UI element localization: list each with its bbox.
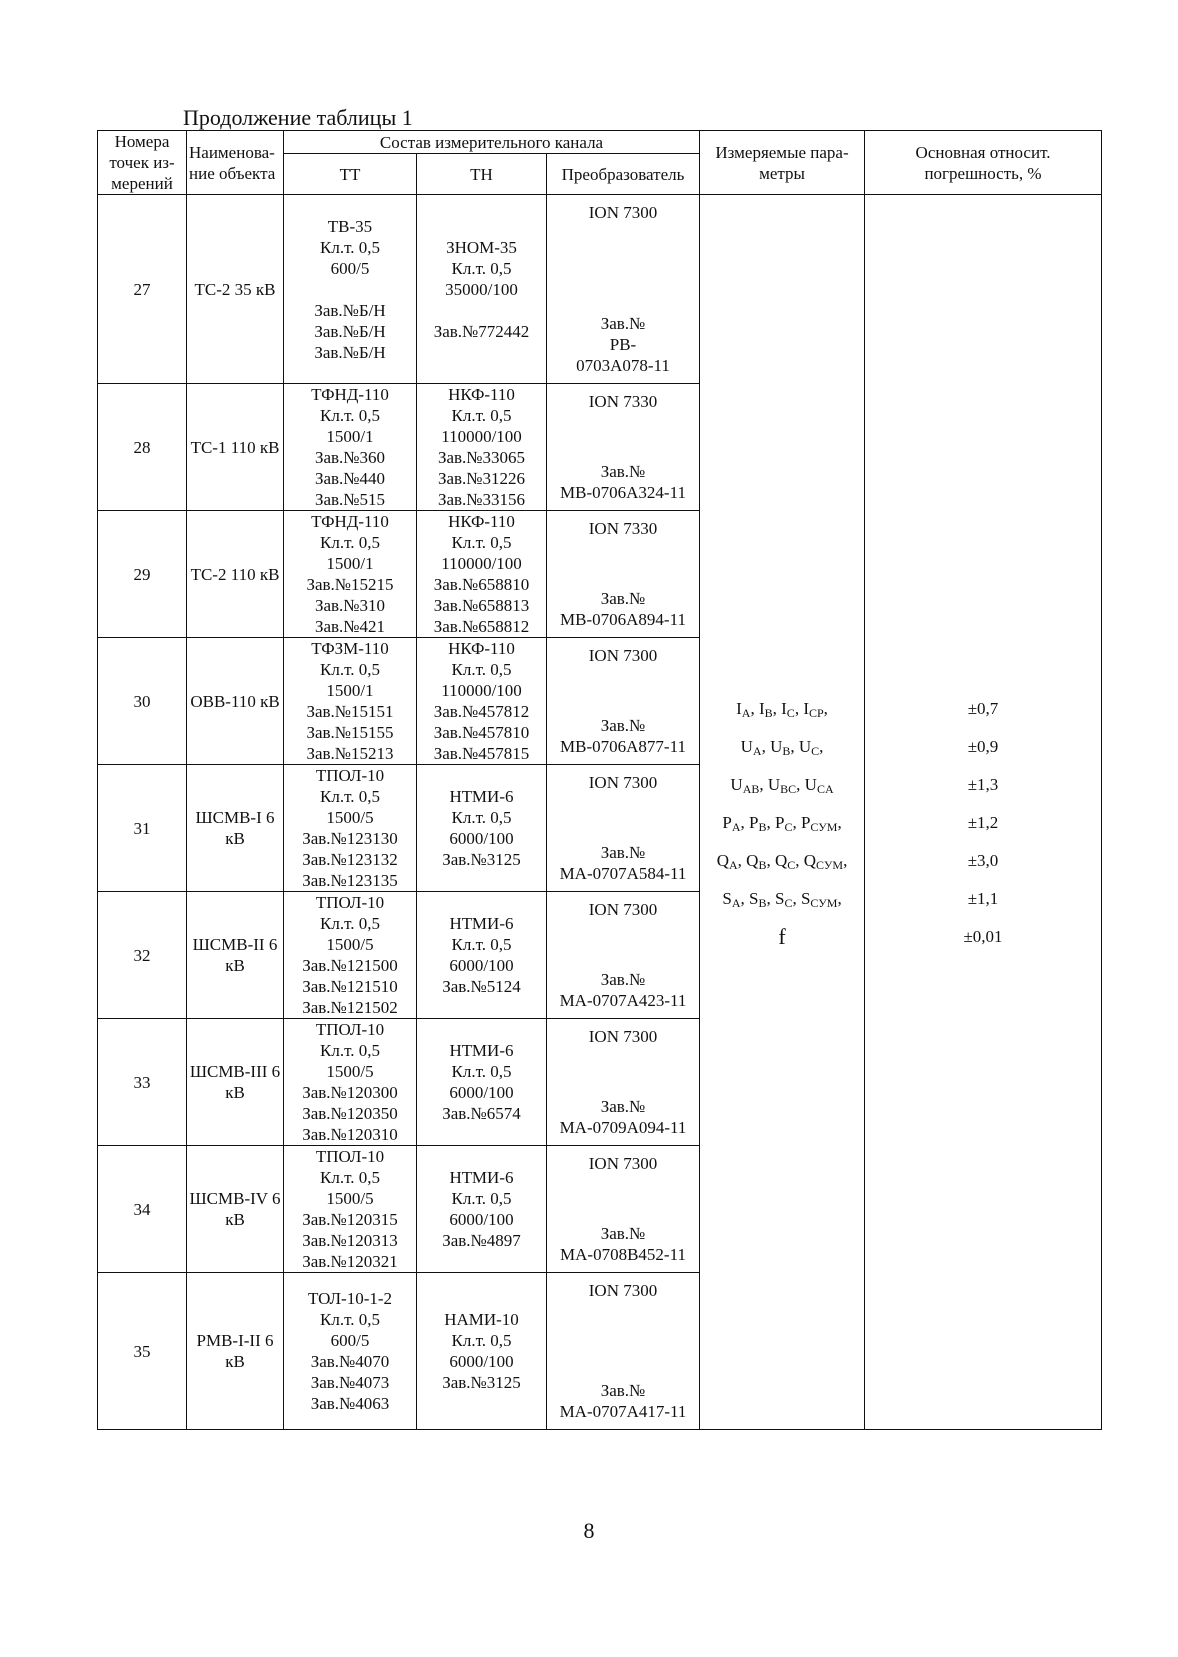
converter-cell (547, 1273, 700, 1430)
tn-cell-line: Кл.т. 0,5 (451, 1189, 512, 1208)
page-number: 8 (583, 1518, 595, 1543)
error-value: ±3,0 (967, 851, 999, 870)
tn-cell-line: Кл.т. 0,5 (451, 258, 512, 278)
table-caption: Продолжение таблицы 1 (183, 105, 413, 130)
converter-serial: Зав.№ (600, 462, 646, 481)
converter-serial: РВ- (609, 335, 637, 354)
param-line: $S_A$, $S_B$, $S_C$, $S_{СУМ}$, (722, 889, 842, 910)
tn-cell-line: Кл.т. 0,5 (451, 406, 512, 425)
tn-cell-line: Зав.№772442 (433, 321, 530, 341)
tn-cell (417, 765, 547, 892)
converter-serial: Зав.№ (600, 589, 646, 608)
tt-cell-line: Кл.т. 0,5 (320, 1041, 380, 1060)
tn-cell-line: НКФ-110 (448, 512, 515, 531)
tt-cell-line: 1500/5 (326, 935, 374, 954)
param-line: $I_A$, $I_B$, $I_C$, $I_{CP}$, (736, 699, 828, 720)
converter-cell (547, 195, 700, 384)
tn-cell-line: 110000/100 (441, 681, 522, 700)
header-tt: ТТ (284, 154, 417, 195)
table-row (98, 195, 1102, 384)
header-conv: Преобразователь (547, 154, 700, 195)
tn-cell-line: НКФ-110 (448, 639, 515, 658)
point-number: 29 (98, 511, 187, 638)
tt-cell-line: 1500/5 (326, 1189, 374, 1208)
tt-cell-line: Кл.т. 0,5 (320, 1168, 380, 1187)
tt-cell-line: Кл.т. 0,5 (320, 914, 380, 933)
tn-cell-line: 6000/100 (449, 829, 514, 848)
converter-serial: Зав.№ (600, 1224, 646, 1243)
tn-cell-line: Зав.№457815 (433, 744, 530, 763)
point-number: 28 (98, 384, 187, 511)
converter-cell (547, 638, 700, 765)
converter-cell (547, 765, 700, 892)
tt-cell-line: Кл.т. 0,5 (320, 1310, 380, 1329)
measurement-table (97, 130, 1102, 1430)
tt-cell-line: Зав.№Б/Н (314, 300, 386, 320)
tn-cell-line: Зав.№457812 (433, 702, 530, 721)
tt-cell-line: Зав.№515 (314, 490, 386, 509)
tt-cell-line: ТПОЛ-10 (315, 893, 385, 912)
converter-cell (547, 1019, 700, 1146)
object-name: ШСМВ-I 6 кВ (187, 765, 284, 892)
tn-cell (417, 384, 547, 511)
tn-cell (417, 1019, 547, 1146)
tn-cell-line: Зав.№3125 (442, 1373, 521, 1392)
tt-cell-line: Кл.т. 0,5 (320, 406, 380, 425)
tn-cell-line: Зав.№658813 (433, 596, 530, 615)
tn-cell-line: 6000/100 (449, 1083, 514, 1102)
tt-cell-line: Зав.№123130 (302, 829, 398, 848)
point-number: 30 (98, 638, 187, 765)
header-error: Основная относит. погрешность, % (865, 131, 1102, 195)
tt-cell-line: Зав.№120321 (302, 1252, 398, 1271)
tn-cell-line: 110000/100 (441, 427, 522, 446)
tt-cell-line: Зав.№121500 (302, 956, 398, 975)
tn-cell (417, 511, 547, 638)
object-name: ОВВ-110 кВ (187, 638, 284, 765)
tt-cell-line: ТПОЛ-10 (315, 1020, 385, 1039)
tn-cell (417, 892, 547, 1019)
converter-model: ION 7300 (588, 646, 658, 665)
tt-cell-line: Зав.№4070 (310, 1352, 390, 1371)
tt-cell-line: Зав.№120310 (302, 1125, 398, 1144)
tt-cell-line: 1500/5 (326, 808, 374, 827)
error-value: ±0,01 (963, 927, 1003, 946)
tt-cell-line: ТФЗМ-110 (311, 639, 389, 658)
converter-model: ION 7330 (588, 519, 658, 538)
tt-cell-line: 1500/1 (326, 427, 374, 446)
error-value: ±0,7 (967, 699, 999, 718)
tt-cell-line: Зав.№440 (314, 469, 386, 488)
object-name: ТС-1 110 кВ (187, 384, 284, 511)
tt-cell (284, 1019, 417, 1146)
converter-serial: Зав.№ (600, 1381, 646, 1400)
tn-cell-line: Зав.№658812 (433, 617, 530, 636)
tn-cell (417, 1146, 547, 1273)
tt-cell-line: 1500/5 (326, 1062, 374, 1081)
tt-cell-line: ТВ-35 (327, 216, 373, 236)
tn-cell-line: Зав.№31226 (437, 469, 526, 488)
tt-cell-line: Кл.т. 0,5 (320, 787, 380, 806)
param-line: $U_{AB}$, $U_{BC}$, $U_{CA}$ (730, 775, 834, 796)
tn-cell-line: Зав.№658810 (433, 575, 530, 594)
tt-cell-line: Кл.т. 0,5 (320, 237, 380, 257)
point-number: 35 (98, 1273, 187, 1430)
converter-serial: Зав.№ (600, 716, 646, 735)
tt-cell-line (284, 279, 416, 300)
object-name: ШСМВ-IV 6 кВ (187, 1146, 284, 1273)
params-cell (700, 195, 865, 1430)
converter-serial: МВ-0706А877-11 (560, 737, 686, 756)
converter-serial: МА-0707А417-11 (559, 1402, 687, 1421)
param-line: $Q_A$, $Q_B$, $Q_C$, $Q_{СУМ}$, (716, 851, 848, 872)
tn-cell-line: Зав.№457810 (433, 723, 530, 742)
point-number: 31 (98, 765, 187, 892)
tn-cell-line: НКФ-110 (448, 385, 515, 404)
header-tn: ТН (417, 154, 547, 195)
error-cell (865, 195, 1102, 1430)
tn-cell-line: 35000/100 (445, 279, 518, 299)
tt-cell (284, 765, 417, 892)
header-object: Наименова-ние объекта (187, 131, 284, 195)
tt-cell (284, 195, 417, 384)
object-name: РМВ-I-II 6 кВ (187, 1273, 284, 1430)
converter-serial: МА-0707А584-11 (559, 864, 687, 883)
tn-cell-line: Зав.№6574 (442, 1104, 521, 1123)
converter-serial: МВ-0706А894-11 (560, 610, 686, 629)
tn-cell-line: 6000/100 (449, 956, 514, 975)
point-number: 34 (98, 1146, 187, 1273)
converter-model: ION 7300 (588, 900, 658, 919)
converter-serial: Зав.№ (600, 843, 646, 862)
error-value: ±1,1 (967, 889, 999, 908)
error-value: ±0,9 (967, 737, 999, 756)
tn-cell (417, 195, 547, 384)
tt-cell-line: 600/5 (330, 258, 370, 278)
tt-cell-line: Зав.№123132 (302, 850, 398, 869)
tn-cell-line: Зав.№5124 (442, 977, 521, 996)
converter-serial: Зав.№ (600, 970, 646, 989)
tn-cell-line: Зав.№33065 (437, 448, 526, 467)
tt-cell-line: ТФНД-110 (311, 512, 389, 531)
point-number: 27 (98, 195, 187, 384)
tn-cell (417, 638, 547, 765)
tt-cell-line: Зав.№121510 (302, 977, 398, 996)
tn-cell-line: Зав.№4897 (442, 1231, 521, 1250)
converter-serial: Зав.№ (600, 1097, 646, 1116)
tn-cell-line: 6000/100 (449, 1352, 514, 1371)
tt-cell-line: Зав.№15213 (306, 744, 394, 763)
tn-cell-line: Кл.т. 0,5 (451, 533, 512, 552)
object-name: ТС-2 110 кВ (187, 511, 284, 638)
tn-cell-line: Зав.№33156 (437, 490, 526, 509)
converter-model: ION 7300 (588, 203, 658, 222)
tt-cell (284, 892, 417, 1019)
tn-cell-line: НАМИ-10 (444, 1310, 519, 1329)
param-line: f (778, 924, 786, 949)
converter-model: ION 7300 (588, 1281, 658, 1300)
tt-cell-line: Зав.№120350 (302, 1104, 398, 1123)
tt-cell (284, 384, 417, 511)
tt-cell-line: Зав.№4073 (310, 1373, 390, 1392)
tt-cell-line: Зав.№120315 (302, 1210, 398, 1229)
tn-cell-line: ЗНОМ-35 (446, 237, 517, 257)
converter-cell (547, 1146, 700, 1273)
converter-model: ION 7300 (588, 773, 658, 792)
tt-cell-line: Зав.№15215 (306, 575, 394, 594)
tt-cell-line: Кл.т. 0,5 (320, 660, 380, 679)
tt-cell-line: Зав.№120300 (302, 1083, 398, 1102)
tt-cell-line: Зав.№15151 (306, 702, 394, 721)
tt-cell-line: Зав.№360 (314, 448, 386, 467)
tn-cell-line: НТМИ-6 (449, 1168, 514, 1187)
tt-cell-line: Зав.№310 (314, 596, 386, 615)
converter-serial: МВ-0706А324-11 (560, 483, 686, 502)
tn-cell-line: Кл.т. 0,5 (451, 935, 512, 954)
tt-cell (284, 1273, 417, 1430)
tn-cell-line: НТМИ-6 (449, 914, 514, 933)
converter-serial: Зав.№ (600, 314, 646, 333)
tn-cell-line: Кл.т. 0,5 (451, 808, 512, 827)
param-line: $P_A$, $P_B$, $P_C$, $P_{СУМ}$, (722, 813, 842, 834)
tt-cell-line: 600/5 (330, 1331, 370, 1350)
table-body (98, 195, 1102, 1430)
converter-model: ION 7330 (588, 392, 658, 411)
converter-serial: МА-0707А423-11 (559, 991, 687, 1010)
header-channel: Состав измерительного канала (284, 131, 700, 154)
error-value: ±1,2 (967, 813, 999, 832)
tt-cell (284, 638, 417, 765)
tt-cell-line: ТПОЛ-10 (315, 766, 385, 785)
point-number: 32 (98, 892, 187, 1019)
converter-serial: МА-0709А094-11 (559, 1118, 687, 1137)
point-number: 33 (98, 1019, 187, 1146)
tt-cell-line: 1500/1 (326, 681, 374, 700)
converter-model: ION 7300 (588, 1027, 658, 1046)
tn-cell-line (417, 300, 546, 321)
tn-cell-line: Кл.т. 0,5 (451, 1062, 512, 1081)
tt-cell-line: Зав.№Б/Н (314, 342, 386, 362)
tn-cell (417, 1273, 547, 1430)
tt-cell-line: Зав.№15155 (306, 723, 394, 742)
converter-serial: 0703А078-11 (576, 356, 670, 375)
object-name: ШСМВ-II 6 кВ (187, 892, 284, 1019)
tn-cell-line: Кл.т. 0,5 (451, 660, 512, 679)
error-value: ±1,3 (967, 775, 999, 794)
tt-cell-line: Зав.№421 (314, 617, 386, 636)
tt-cell-line: Зав.№4063 (310, 1394, 390, 1413)
tn-cell-line: 110000/100 (441, 554, 522, 573)
tt-cell-line: 1500/1 (326, 554, 374, 573)
tt-cell (284, 511, 417, 638)
tn-cell-line: Кл.т. 0,5 (451, 1331, 512, 1350)
tt-cell-line: Кл.т. 0,5 (320, 533, 380, 552)
tt-cell-line: ТОЛ-10-1-2 (307, 1289, 393, 1308)
tt-cell (284, 1146, 417, 1273)
tt-cell-line: ТПОЛ-10 (315, 1147, 385, 1166)
converter-cell (547, 511, 700, 638)
header-point: Номера точек из-мерений (98, 131, 187, 195)
converter-serial: МА-0708В452-11 (560, 1245, 686, 1264)
tt-cell-line: Зав.№120313 (302, 1231, 398, 1250)
tn-cell-line: НТМИ-6 (449, 1041, 514, 1060)
converter-model: ION 7300 (588, 1154, 658, 1173)
object-name: ТС-2 35 кВ (187, 195, 284, 384)
tt-cell-line: Зав.№123135 (302, 871, 398, 890)
tt-cell-line: ТФНД-110 (311, 385, 389, 404)
object-name: ШСМВ-III 6 кВ (187, 1019, 284, 1146)
tn-cell-line: 6000/100 (449, 1210, 514, 1229)
converter-cell (547, 892, 700, 1019)
tt-cell-line: Зав.№121502 (302, 998, 398, 1017)
tt-cell-line: Зав.№Б/Н (314, 321, 386, 341)
header-params: Измеряемые пара-метры (700, 131, 865, 195)
converter-cell (547, 384, 700, 511)
tn-cell-line: НТМИ-6 (449, 787, 514, 806)
param-line: $U_A$, $U_B$, $U_C$, (740, 737, 824, 758)
tn-cell-line: Зав.№3125 (442, 850, 521, 869)
